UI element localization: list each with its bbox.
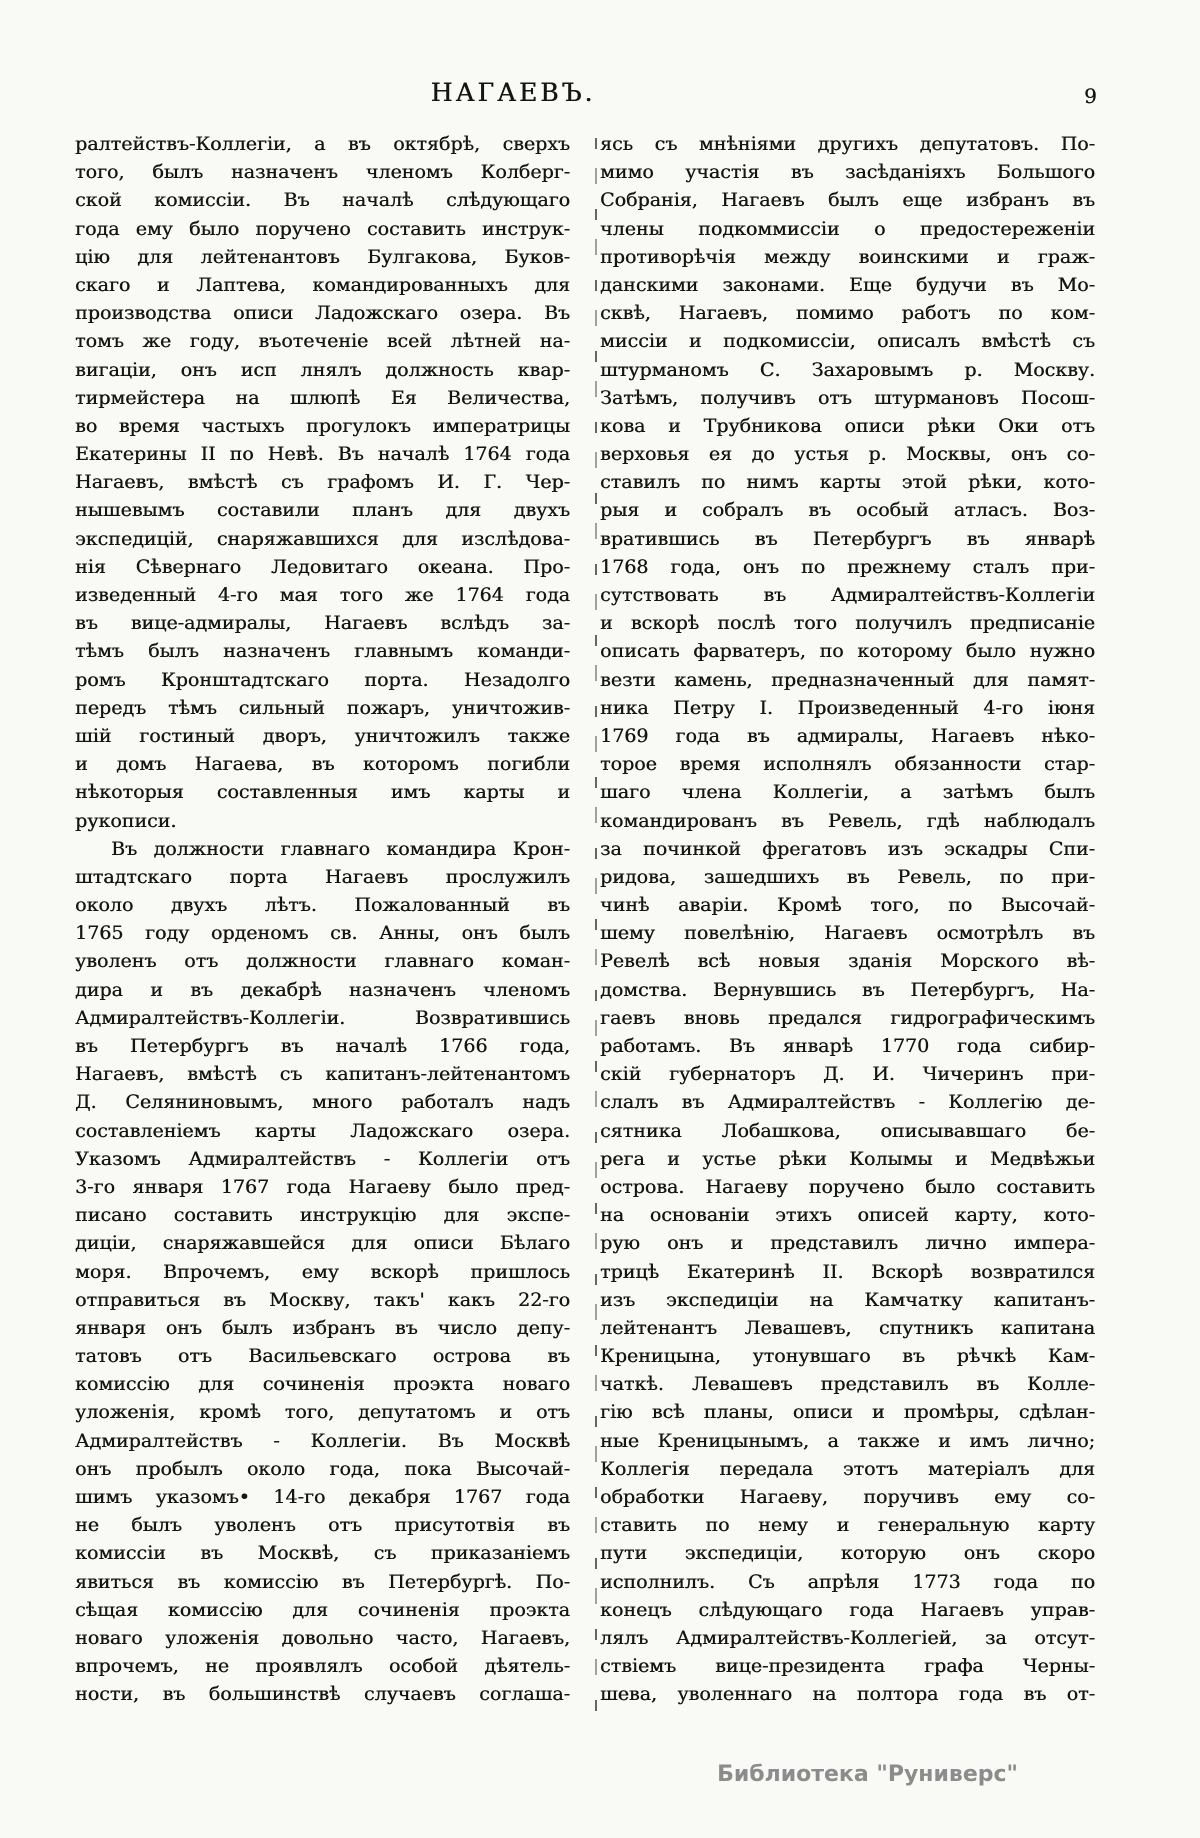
text-line: Коллегія передала этотъ матеріалъ для: [600, 1457, 1095, 1480]
text-line: отправиться въ Москву, такъ' какъ 22-го: [75, 1288, 570, 1311]
text-line: рую онъ и представилъ лично импера-: [600, 1232, 1095, 1255]
text-line: рыя и собралъ въ особый атласъ. Воз-: [600, 499, 1095, 522]
text-line: штурманомъ С. Захаровымъ р. Москву.: [600, 358, 1095, 381]
text-line: Собранія, Нагаевъ былъ еще избранъ въ: [600, 189, 1095, 212]
text-line: слалъ въ Адмиралтействъ - Коллегію де-: [600, 1091, 1095, 1114]
text-line: ставить по нему и генеральную карту: [600, 1514, 1095, 1537]
text-line: цію для лейтенантовъ Булгакова, Буков-: [75, 245, 570, 268]
text-line: сквѣ, Нагаевъ, помимо работъ по ком-: [600, 302, 1095, 325]
text-line: Ревелѣ всѣ новыя зданія Морского вѣ-: [600, 950, 1095, 973]
text-line: ралтействъ-Коллегіи, а въ октябрѣ, сверхъ: [75, 133, 570, 155]
text-line: лейтенантъ Левашевъ, спутникъ капитана: [600, 1316, 1095, 1339]
text-line: изъ экспедиціи на Камчатку капитанъ-: [600, 1288, 1095, 1311]
text-line: комиссію для сочиненія проэкта новаго: [75, 1373, 570, 1396]
text-line: диціи, снаряжавшейся для описи Бѣлаго: [75, 1232, 570, 1255]
text-line: сѣщая комиссію для сочиненія проэкта: [75, 1598, 570, 1621]
text-line: и вскорѣ послѣ того получилъ предписаніе: [600, 612, 1095, 635]
text-line: данскими законами. Еще будучи въ Мо-: [600, 273, 1095, 296]
text-line: ные Креницынымъ, а также и имъ лично;: [600, 1429, 1095, 1452]
watermark: Библиотека "Руниверс": [717, 1762, 1018, 1787]
text-line: за починкой фрегатовъ изъ эскадры Спи-: [600, 837, 1095, 860]
text-line: уложенія, кромѣ того, депутатомъ и отъ: [75, 1401, 570, 1424]
text-line: штадтскаго порта Нагаевъ прослужилъ: [75, 865, 570, 888]
left-column-text: [75, 130, 570, 1709]
text-line: миссіи и подкомиссіи, описалъ вмѣстѣ съ: [600, 330, 1095, 353]
text-line: уволенъ отъ должности главнаго коман-: [75, 950, 570, 973]
text-line: Указомъ Адмиралтействъ - Коллегіи отъ: [75, 1147, 570, 1170]
text-line: нія Сѣвернаго Ледовитаго океана. Про-: [75, 555, 570, 578]
text-line: онъ пробылъ около года, пока Высочай-: [75, 1457, 570, 1480]
text-line: Нагаевъ, вмѣстѣ съ капитанъ-лейтенантомъ: [75, 1063, 570, 1086]
text-line: 1768 года, онъ по прежнему сталъ при-: [600, 555, 1095, 578]
text-line: вратившись въ Петербургъ въ январѣ: [600, 527, 1095, 550]
text-line: шаго члена Коллегіи, а затѣмъ былъ: [600, 781, 1095, 804]
text-line: работамъ. Въ январѣ 1770 года сибир-: [600, 1035, 1095, 1057]
text-line: мимо участія въ засѣданіяхъ Большого: [600, 161, 1095, 184]
text-line: тѣмъ былъ назначенъ главнымъ команди-: [75, 640, 570, 663]
text-line: комиссіи въ Москвѣ, съ приказаніемъ: [75, 1542, 570, 1565]
right-column-text: [600, 130, 1095, 1709]
text-line: трицѣ Екатеринѣ II. Вскорѣ возвратился: [600, 1260, 1095, 1283]
text-line: скій губернаторъ Д. И. Чичеринъ при-: [600, 1063, 1095, 1086]
text-line: того, былъ назначенъ членомъ Колберг-: [75, 161, 570, 184]
text-line: пути экспедиціи, которую онъ скоро: [600, 1542, 1095, 1565]
text-line: томъ же году, въотеченіе всей лѣтней на-: [75, 330, 570, 353]
text-line: чаткѣ. Левашевъ представилъ въ Колле-: [600, 1373, 1095, 1396]
text-line: въ Петербургъ въ началѣ 1766 года,: [75, 1035, 570, 1057]
text-line: конецъ слѣдующаго года Нагаевъ управ-: [600, 1598, 1095, 1621]
text-line: Затѣмъ, получивъ отъ штурмановъ Посош-: [600, 386, 1095, 409]
text-line: шій гостиный дворъ, уничтожилъ также: [75, 724, 570, 747]
page-title: НАГАЕВЪ.: [430, 78, 596, 107]
text-line: нышевымъ составили планъ для двухъ: [75, 499, 570, 522]
text-line: тирмейстера на шлюпѣ Ея Величества,: [75, 386, 570, 409]
text-line: скаго и Лаптева, командированныхъ для: [75, 273, 570, 296]
text-columns: [75, 130, 1095, 1709]
text-line: нѣкоторыя составленныя имъ карты и: [75, 781, 570, 804]
text-line: Екатерины II по Невѣ. Въ началѣ 1764 года: [75, 443, 570, 466]
text-line: сятника Лобашкова, описывавшаго бе-: [600, 1119, 1095, 1142]
text-line: Адмиралтействъ - Коллегіи. Въ Москвѣ: [75, 1429, 570, 1452]
text-line: обработки Нагаеву, поручивъ ему со-: [600, 1486, 1095, 1508]
text-line: противорѣчія между воинскими и граж-: [600, 245, 1095, 268]
text-line: Въ должности главнаго командира Крон-: [111, 837, 570, 860]
text-line: рукописи.: [75, 809, 177, 832]
page-number: 9: [1084, 84, 1097, 108]
text-line: исполнилъ. Съ апрѣля 1773 года по: [600, 1570, 1095, 1593]
text-line: дира и въ декабрѣ назначенъ членомъ: [75, 978, 570, 1001]
text-line: Креницына, утонувшаго въ рѣчкѣ Кам-: [600, 1345, 1095, 1368]
text-line: ской комиссіи. Въ началѣ слѣдующаго: [75, 189, 570, 212]
text-line: на основаніи этихъ описей карту, кото-: [600, 1204, 1095, 1227]
text-line: новаго уложенія довольно часто, Нагаевъ,: [75, 1626, 570, 1649]
text-line: Д. Селяниновымъ, много работалъ надъ: [75, 1091, 570, 1114]
text-line: явиться въ комиссію въ Петербургѣ. По-: [75, 1570, 570, 1593]
text-line: производства описи Ладожскаго озера. Въ: [75, 302, 570, 325]
text-line: ставилъ по нимъ карты этой рѣки, кото-: [600, 471, 1095, 494]
text-line: сутствовать въ Адмиралтействъ-Коллегіи: [600, 584, 1095, 606]
text-line: верховья ея до устья р. Москвы, онъ со-: [600, 443, 1095, 466]
text-line: гію всѣ планы, описи и промѣры, сдѣлан-: [600, 1401, 1095, 1424]
text-line: около двухъ лѣтъ. Пожалованный въ: [75, 894, 570, 917]
text-line: вигаціи, онъ исп лнялъ должность квар-: [75, 358, 570, 381]
text-line: января онъ былъ избранъ въ число депу-: [75, 1316, 570, 1339]
text-line: въ вице-адмиралы, Нагаевъ вслѣдъ за-: [75, 612, 570, 635]
text-line: писано составить инструкцію для экспе-: [75, 1204, 570, 1227]
text-line: везти камень, предназначенный для памят-: [600, 668, 1095, 691]
text-line: шему повелѣнію, Нагаевъ осмотрѣлъ въ: [600, 922, 1095, 945]
text-line: командированъ въ Ревель, гдѣ наблюдалъ: [600, 809, 1095, 832]
text-line: чинѣ аваріи. Кромѣ того, по Высочай-: [600, 894, 1095, 917]
text-line: члены подкоммиссіи о предостереженіи: [600, 217, 1095, 240]
text-line: рега и устье рѣки Колымы и Медвѣжьи: [600, 1147, 1095, 1170]
text-line: кова и Трубникова описи рѣки Оки отъ: [600, 414, 1095, 437]
text-line: изведенный 4-го мая того же 1764 года: [75, 584, 570, 606]
text-line: ромъ Кронштадтскаго порта. Незадолго: [75, 668, 570, 691]
text-line: ствіемъ вице-президента графа Черны-: [600, 1655, 1095, 1678]
text-line: ности, въ большинствѣ случаевъ соглаша-: [75, 1683, 570, 1706]
text-line: гаевъ вновь предался гидрографическимъ: [600, 1006, 1095, 1029]
text-line: ясь съ мнѣніями другихъ депутатовъ. По-: [600, 133, 1095, 155]
text-line: шимъ указомъ• 14-го декабря 1767 года: [75, 1486, 570, 1508]
text-line: Нагаевъ, вмѣстѣ съ графомъ И. Г. Чер-: [75, 471, 570, 494]
text-line: экспедицій, снаряжавшихся для изслѣдова-: [75, 527, 570, 550]
text-line: и домъ Нагаева, въ которомъ погибли: [75, 753, 570, 776]
text-line: не былъ уволенъ отъ присутотвія въ: [75, 1514, 570, 1537]
text-line: ридова, зашедшихъ въ Ревель, по при-: [600, 865, 1095, 888]
text-line: острова. Нагаеву поручено было составить: [600, 1175, 1095, 1198]
text-line: впрочемъ, не проявлялъ особой дѣятель-: [75, 1655, 570, 1678]
text-line: во время частыхъ прогулокъ императрицы: [75, 414, 570, 437]
text-line: Адмиралтействъ-Коллегіи. Возвратившись: [75, 1006, 570, 1029]
text-line: 1769 года въ адмиралы, Нагаевъ нѣко-: [600, 724, 1095, 747]
text-line: составленіемъ карты Ладожскаго озера.: [75, 1119, 570, 1142]
text-line: шева, уволеннаго на полтора года въ от-: [600, 1683, 1095, 1706]
text-line: года ему было поручено составить инструк-: [75, 217, 570, 240]
text-line: моря. Впрочемъ, ему вскорѣ пришлось: [75, 1260, 570, 1283]
text-line: лялъ Адмиралтействъ-Коллегіей, за отсут-: [600, 1626, 1095, 1649]
text-line: передъ тѣмъ сильный пожаръ, уничтожив-: [75, 696, 570, 719]
text-line: 3-го января 1767 года Нагаеву было пред-: [75, 1175, 570, 1198]
text-line: ника Петру I. Произведенный 4-го іюня: [600, 696, 1095, 719]
text-line: татовъ отъ Васильевскаго острова въ: [75, 1345, 570, 1368]
text-line: домства. Вернувшись въ Петербургъ, На-: [600, 978, 1095, 1001]
text-line: 1765 году орденомъ св. Анны, онъ былъ: [75, 922, 570, 945]
text-line: описать фарватеръ, по которому было нужно: [600, 640, 1095, 663]
text-line: торое время исполнялъ обязанности стар-: [600, 753, 1095, 776]
